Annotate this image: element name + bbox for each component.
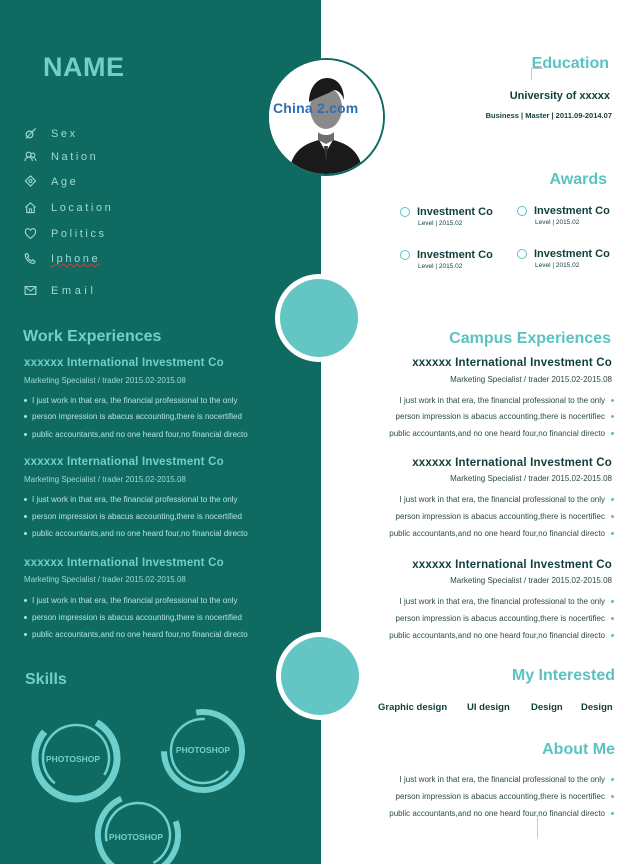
interest-item: Design: [581, 702, 613, 713]
interest-item: Design: [531, 702, 563, 713]
award-name: Investment Co: [534, 205, 610, 217]
people-icon: [24, 150, 38, 164]
work-job-bullet: [24, 495, 237, 504]
campus-job-bullet: [396, 412, 614, 421]
campus-job-bullet: [396, 614, 614, 623]
bullet-text: public accountants,and no one heard four,no financial directo: [32, 529, 248, 538]
work-job-bullet: [24, 512, 242, 521]
bullet-text: I just work in that era, the financial professional to the only: [399, 495, 605, 504]
award-ring-icon: [400, 250, 410, 260]
info-location: [24, 201, 113, 215]
info-politics: [24, 227, 107, 241]
bullet-text: public accountants,and no one heard four,no financial directo: [389, 631, 605, 640]
mail-icon: [24, 284, 38, 298]
award-ring-icon: [517, 249, 527, 259]
work-job-role: Marketing Specialist / trader 2015.02-2015.08: [24, 475, 186, 484]
bullet-dot: [611, 515, 614, 518]
campus-job-role: Marketing Specialist / trader 2015.02-2015.08: [450, 474, 612, 483]
work-job-role: Marketing Specialist / trader 2015.02-2015.08: [24, 575, 186, 584]
bullet-dot: [24, 515, 27, 518]
campus-job-bullet: [396, 512, 614, 521]
portrait-image: [269, 60, 383, 174]
bullet-dot: [24, 599, 27, 602]
skill-label: PHOTOSHOP: [45, 754, 101, 764]
campus-job-bullet: [400, 495, 614, 504]
bullet-text: person impression is abacus accounting,there is nocertified: [32, 512, 242, 521]
bullet-dot: [611, 600, 614, 603]
award-item: [400, 206, 493, 227]
bullet-text: I just work in that era, the financial professional to the only: [32, 396, 238, 405]
awards-section-title: Awards: [549, 171, 607, 188]
award-item: [517, 205, 610, 226]
about-bullet: [389, 809, 614, 818]
interests-section-title: My Interested: [511, 667, 615, 684]
bullet-dot: [611, 795, 614, 798]
work-job-company: xxxxxx International Investment Co: [24, 357, 224, 369]
skill-label: PHOTOSHOP: [108, 832, 164, 842]
bullet-dot: [611, 634, 614, 637]
about-bullet: [400, 775, 614, 784]
award-item: [517, 248, 610, 269]
campus-job-bullet: [400, 597, 614, 606]
award-ring-icon: [400, 207, 410, 217]
bullet-dot: [24, 633, 27, 636]
education-detail: Business | Master | 2011.09-2014.07: [485, 111, 612, 120]
photo-watermark: China 2.com: [273, 100, 359, 116]
divider-circle-bottom: [276, 632, 364, 720]
bullet-text: public accountants,and no one heard four,no financial directo: [32, 430, 248, 439]
bullet-dot: [24, 433, 27, 436]
bullet-text: I just work in that era, the financial professional to the only: [399, 597, 605, 606]
bullet-text: public accountants,and no one heard four,no financial directo: [32, 630, 248, 639]
bullet-text: public accountants,and no one heard four,no financial directo: [389, 809, 605, 818]
work-job-bullet: [24, 529, 248, 538]
bullet-text: person impression is abacus accounting,there is nocertifiec: [395, 512, 605, 521]
interest-item: UI design: [467, 702, 510, 713]
info-label: Location: [51, 202, 114, 214]
info-label: Age: [51, 176, 79, 188]
work-job-bullet: [24, 396, 237, 405]
skills-section-title: Skills: [25, 671, 67, 688]
info-nation: [24, 150, 98, 164]
campus-job-company: xxxxxx International Investment Co: [412, 559, 612, 571]
award-name: Investment Co: [534, 248, 610, 260]
info-age: [24, 175, 78, 189]
bullet-text: public accountants,and no one heard four,no financial directo: [389, 429, 605, 438]
person-silhouette-icon: [269, 60, 383, 174]
award-name: Investment Co: [417, 206, 493, 218]
skill-ring: [92, 787, 184, 864]
skill-label: PHOTOSHOP: [175, 745, 231, 755]
work-job-bullet: [24, 412, 242, 421]
work-job-company: xxxxxx International Investment Co: [24, 557, 224, 569]
info-label: Nation: [51, 151, 99, 163]
name-heading: NAME: [43, 52, 125, 82]
award-level: Level | 2015.02: [535, 262, 580, 269]
info-label: Email: [51, 285, 97, 297]
campus-job-role: Marketing Specialist / trader 2015.02-2015.08: [450, 576, 612, 585]
campus-job-bullet: [389, 529, 614, 538]
heart-icon: [24, 227, 38, 241]
bullet-dot: [24, 498, 27, 501]
award-item: [400, 249, 493, 270]
campus-job-role: Marketing Specialist / trader 2015.02-2015.08: [450, 375, 612, 384]
bullet-text: person impression is abacus accounting,there is nocertifiec: [395, 412, 605, 421]
campus-section-title: Campus Experiences: [449, 330, 611, 347]
work-section-title: Work Experiences: [23, 328, 162, 345]
bracket-decoration: [537, 818, 538, 838]
work-job-bullet: [24, 596, 237, 605]
campus-job-company: xxxxxx International Investment Co: [412, 457, 612, 469]
work-job-role: Marketing Specialist / trader 2015.02-2015.08: [24, 376, 186, 385]
cake-icon: [24, 175, 38, 189]
bullet-text: I just work in that era, the financial professional to the only: [399, 775, 605, 784]
info-phone: [24, 252, 100, 266]
phone-icon: [24, 252, 38, 266]
campus-job-bullet: [389, 429, 614, 438]
info-sex: [24, 127, 78, 141]
info-label: Politics: [51, 228, 107, 240]
gender-icon: [24, 127, 38, 141]
interest-item: Graphic design: [378, 702, 448, 713]
bullet-dot: [24, 415, 27, 418]
campus-job-bullet: [389, 631, 614, 640]
bullet-text: person impression is abacus accounting,there is nocertified: [32, 613, 242, 622]
bullet-dot: [611, 812, 614, 815]
bullet-dot: [24, 616, 27, 619]
bullet-dot: [611, 415, 614, 418]
bullet-text: person impression is abacus accounting,there is nocertifiec: [395, 792, 605, 801]
info-label: Sex: [51, 128, 78, 140]
campus-job-bullet: [400, 396, 614, 405]
home-icon: [24, 201, 38, 215]
bullet-text: I just work in that era, the financial professional to the only: [399, 396, 605, 405]
work-job-bullet: [24, 613, 242, 622]
divider-circle-top: [275, 274, 363, 362]
bullet-dot: [611, 432, 614, 435]
bullet-dot: [24, 532, 27, 535]
work-job-bullet: [24, 630, 248, 639]
info-email: [24, 284, 97, 298]
bullet-dot: [611, 617, 614, 620]
award-ring-icon: [517, 206, 527, 216]
bullet-text: person impression is abacus accounting,there is nocertifiec: [395, 614, 605, 623]
bullet-dot: [611, 498, 614, 501]
bullet-dot: [611, 532, 614, 535]
work-job-bullet: [24, 430, 248, 439]
divider-circle-fill: [280, 279, 358, 357]
about-bullet: [396, 792, 614, 801]
school-name: University of xxxxx: [509, 90, 610, 102]
award-name: Investment Co: [417, 249, 493, 261]
bullet-dot: [24, 399, 27, 402]
bullet-dot: [611, 399, 614, 402]
award-level: Level | 2015.02: [418, 263, 463, 270]
education-section-title: Education: [531, 55, 609, 72]
profile-photo: [267, 58, 385, 176]
divider-circle-fill: [281, 637, 359, 715]
bullet-text: I just work in that era, the financial professional to the only: [32, 495, 238, 504]
bullet-text: public accountants,and no one heard four,no financial directo: [389, 529, 605, 538]
bullet-text: I just work in that era, the financial professional to the only: [32, 596, 238, 605]
work-job-company: xxxxxx International Investment Co: [24, 456, 224, 468]
campus-job-company: xxxxxx International Investment Co: [412, 357, 612, 369]
award-level: Level | 2015.02: [535, 219, 580, 226]
award-level: Level | 2015.02: [418, 220, 463, 227]
bullet-text: person impression is abacus accounting,there is nocertified: [32, 412, 242, 421]
bullet-dot: [611, 778, 614, 781]
info-label: Iphone: [51, 253, 101, 265]
about-section-title: About Me: [542, 741, 615, 758]
education-school: [510, 90, 610, 102]
